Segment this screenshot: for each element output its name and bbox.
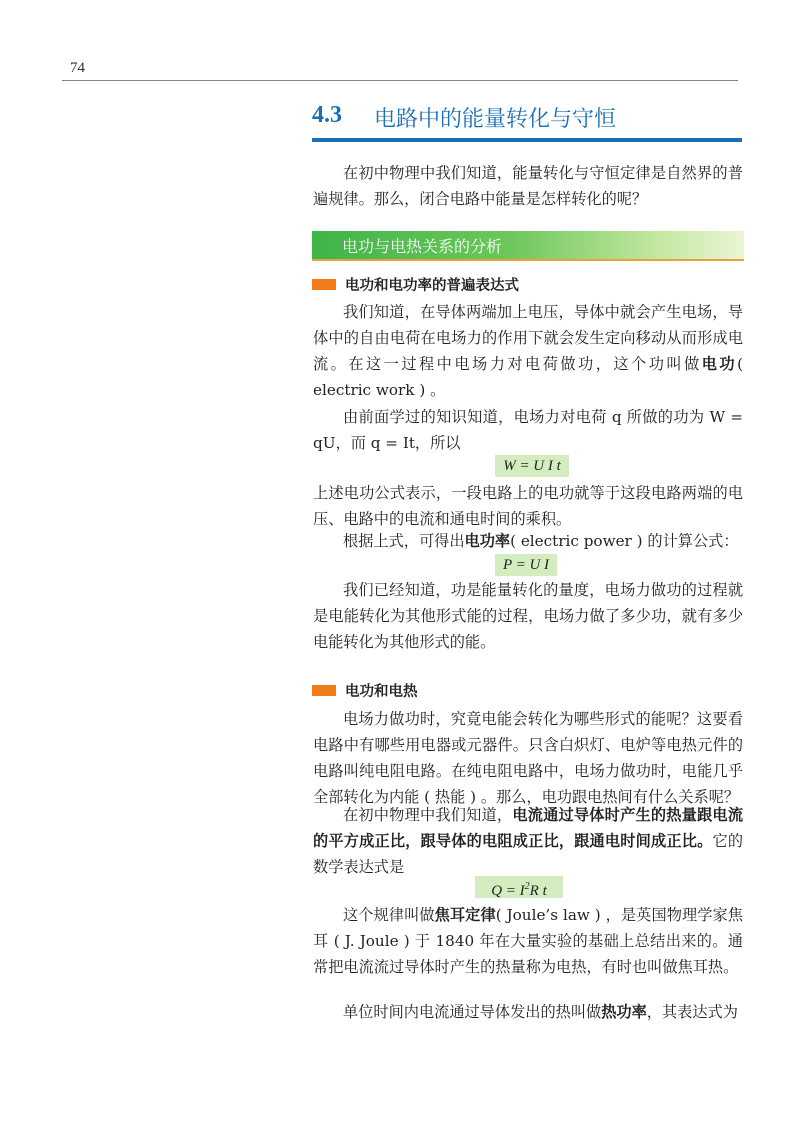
paragraph-joule-law <box>313 902 743 980</box>
formula-part: Q = I <box>491 883 525 899</box>
header-rule <box>62 80 738 81</box>
text-span: ( electric power ) 的计算公式： <box>510 532 739 550</box>
formula-work: W = U I t <box>495 455 569 477</box>
text-span: ，其表达式为 <box>646 1003 738 1021</box>
paragraph-joule-statement <box>313 802 743 880</box>
text-span: ( electric work ) 。 <box>313 355 744 399</box>
joule-law-statement: 电流通过导体时产生的热量跟电流的平方成正比，跟导体的电阻成正比，跟通电时间成正比。 <box>313 806 744 850</box>
subheading-label: 电功和电热 <box>345 684 418 700</box>
page-number: 74 <box>70 60 85 76</box>
paragraph-pure-resistance: 电场力做功时，究竟电能会转化为哪些形式的能呢？这要看电路中有哪些用电器或元器件。只含白炽灯、电炉等电热元件的电路叫纯电阻电路。在纯电阻电路中，电场力做功时，电能几乎全部转化为内能 ( 热能 ) 。那么，电功跟电热间有什么关系呢？ <box>313 710 743 806</box>
text-span: 我们知道，在导体两端加上电压，导体中就会产生电场，导体中的自由电荷在电场力的作用下就会发生定向移动从而形成电流。在这一过程中电场力对电荷做功，这个功叫做 <box>313 303 743 373</box>
paragraph-power <box>313 528 743 554</box>
orange-marker-icon <box>312 685 336 696</box>
banner-rule <box>312 259 744 261</box>
subheading-label: 电功和电功率的普遍表达式 <box>345 278 519 294</box>
topic-banner <box>312 231 744 259</box>
section-title <box>312 100 742 130</box>
term-joule-law: 焦耳定律 <box>434 906 496 924</box>
paragraph-work-derivation: 由前面学过的知识知道，电场力对电荷 q 所做的功为 W = qU，而 q = It，所以 <box>313 408 743 452</box>
term-electric-power: 电功率 <box>464 532 511 550</box>
banner-title: 电功与电热关系的分析 <box>342 237 503 256</box>
paragraph-heat-power <box>313 999 743 1025</box>
text-span: 它的数学表达式是 <box>313 832 744 876</box>
term-heat-power: 热功率 <box>601 1003 647 1021</box>
text-span: 在初中物理中我们知道， <box>343 806 513 824</box>
section-heading: 电路中的能量转化与守恒 <box>374 107 617 132</box>
paragraph-energy-conversion: 我们已经知道，功是能量转化的量度，电场力做功的过程就是电能转化为其他形式能的过程，电场力做了多少功，就有多少电能转化为其他形式的能。 <box>313 581 743 651</box>
text-span: ( Joule’s law ) ，是英国物理学家焦耳 ( J. Joule ) 于 1840 年在大量实验的基础上总结出来的。通常把电流流过导体时产生的热量称为电热，有时也叫做焦耳热。 <box>313 906 743 976</box>
section-rule <box>312 138 742 142</box>
formula-part: R t <box>529 883 547 899</box>
paragraph-work-meaning: 上述电功公式表示，一段电路上的电功就等于这段电路两端的电压、电路中的电流和通电时间的乘积。 <box>313 484 743 528</box>
formula-power: P = U I <box>495 554 557 576</box>
orange-marker-icon <box>312 279 336 290</box>
formula-exponent: 2 <box>524 881 530 892</box>
term-electric-work: 电功 <box>701 355 738 373</box>
intro-paragraph: 在初中物理中我们知道，能量转化与守恒定律是自然界的普遍规律。那么，闭合电路中能量是怎样转化的呢？ <box>313 164 743 208</box>
paragraph-electric-work <box>313 299 743 403</box>
section-number: 4.3 <box>312 102 342 128</box>
text-span: 根据上式，可得出 <box>343 532 465 550</box>
text-span: 这个规律叫做 <box>343 906 435 924</box>
text-span: 单位时间内电流通过导体发出的热叫做 <box>343 1003 602 1021</box>
formula-joule <box>475 876 563 898</box>
